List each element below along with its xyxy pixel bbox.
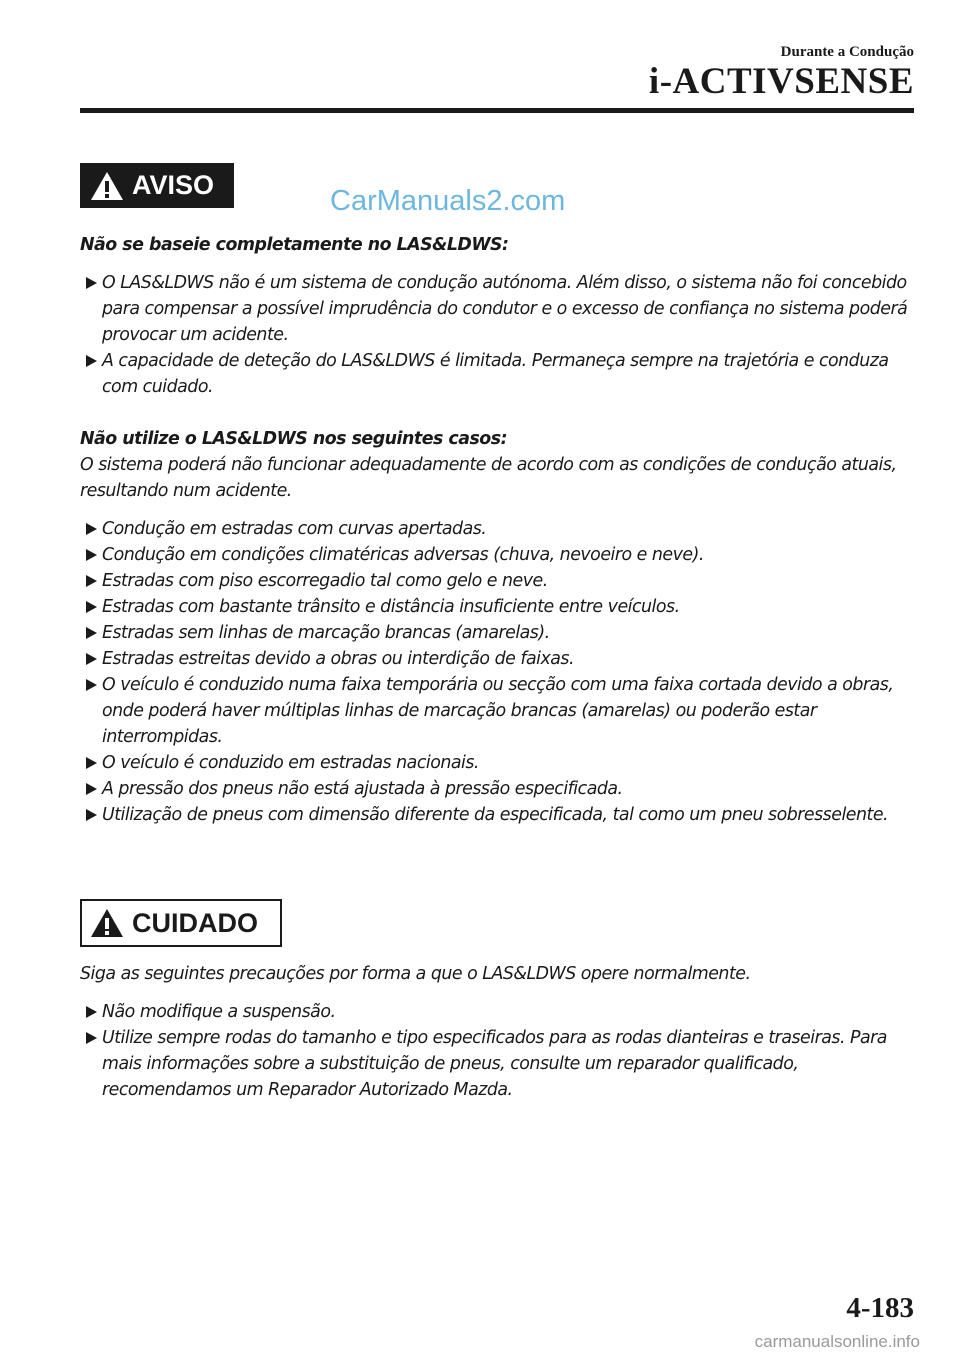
footer-watermark-url: carmanualsonline.info [754, 1332, 920, 1351]
caution-content [80, 961, 916, 1103]
warning-triangle-icon [90, 171, 124, 201]
warning-intro-2: O sistema poderá não funcionar adequadamente de acordo com as condições de condução atuais, resultando num acidente. [80, 455, 897, 501]
list-item: O LAS&LDWS não é um sistema de condução autónoma. Além disso, o sistema não foi concebido para compensar a possível imprudência do condutor e o excesso de confiança no sistema poderá provocar um acidente. [80, 270, 916, 348]
warning-label: AVISO [132, 170, 215, 200]
page-number: 4-183 [846, 1292, 914, 1324]
list-item: Condução em estradas com curvas apertadas. [80, 516, 916, 542]
watermark: CarManuals2.com [330, 185, 566, 217]
header-title: i-ACTIVSENSE [648, 61, 914, 102]
manual-content [80, 232, 916, 828]
caution-triangle-icon [90, 908, 124, 938]
list-item: A pressão dos pneus não está ajustada à pressão especificada. [80, 776, 916, 802]
list-item: O veículo é conduzido em estradas nacionais. [80, 750, 916, 776]
list-item: Condução em condições climatéricas adversas (chuva, nevoeiro e neve). [80, 542, 916, 568]
list-item: A capacidade de deteção do LAS&LDWS é limitada. Permaneça sempre na trajetória e conduza com cuidado. [80, 348, 916, 400]
list-item: Utilização de pneus com dimensão diferente da especificada, tal como um pneu sobresselente. [80, 802, 916, 828]
caution-badge [80, 899, 282, 947]
list-item: Não modifique a suspensão. [80, 999, 916, 1025]
warning-badge [80, 163, 234, 208]
warning-heading-2: Não utilize o LAS&LDWS nos seguintes casos: [80, 429, 508, 449]
list-item: Estradas sem linhas de marcação brancas (amarelas). [80, 620, 916, 646]
header-section: Durante a Condução [780, 44, 914, 60]
list-item: Estradas com bastante trânsito e distância insuficiente entre veículos. [80, 594, 916, 620]
caution-intro: Siga as seguintes precauções por forma a que o LAS&LDWS opere normalmente. [80, 964, 751, 984]
list-item: Estradas com piso escorregadio tal como gelo e neve. [80, 568, 916, 594]
warning-heading-1: Não se baseie completamente no LAS&LDWS: [80, 235, 509, 255]
list-item: Utilize sempre rodas do tamanho e tipo especificados para as rodas dianteiras e traseiras. Para mais informações sobre a substituição de pneus, consulte um reparador qualificado, recomendamos um Reparador Autorizado Mazda. [80, 1025, 916, 1103]
caution-label: CUIDADO [132, 907, 258, 938]
list-item: O veículo é conduzido numa faixa temporária ou secção com uma faixa cortada devido a obras, onde poderá haver múltiplas linhas de marcação brancas (amarelas) ou poderão estar interrompidas. [80, 672, 916, 750]
list-item: Estradas estreitas devido a obras ou interdição de faixas. [80, 646, 916, 672]
header-divider [80, 108, 914, 113]
